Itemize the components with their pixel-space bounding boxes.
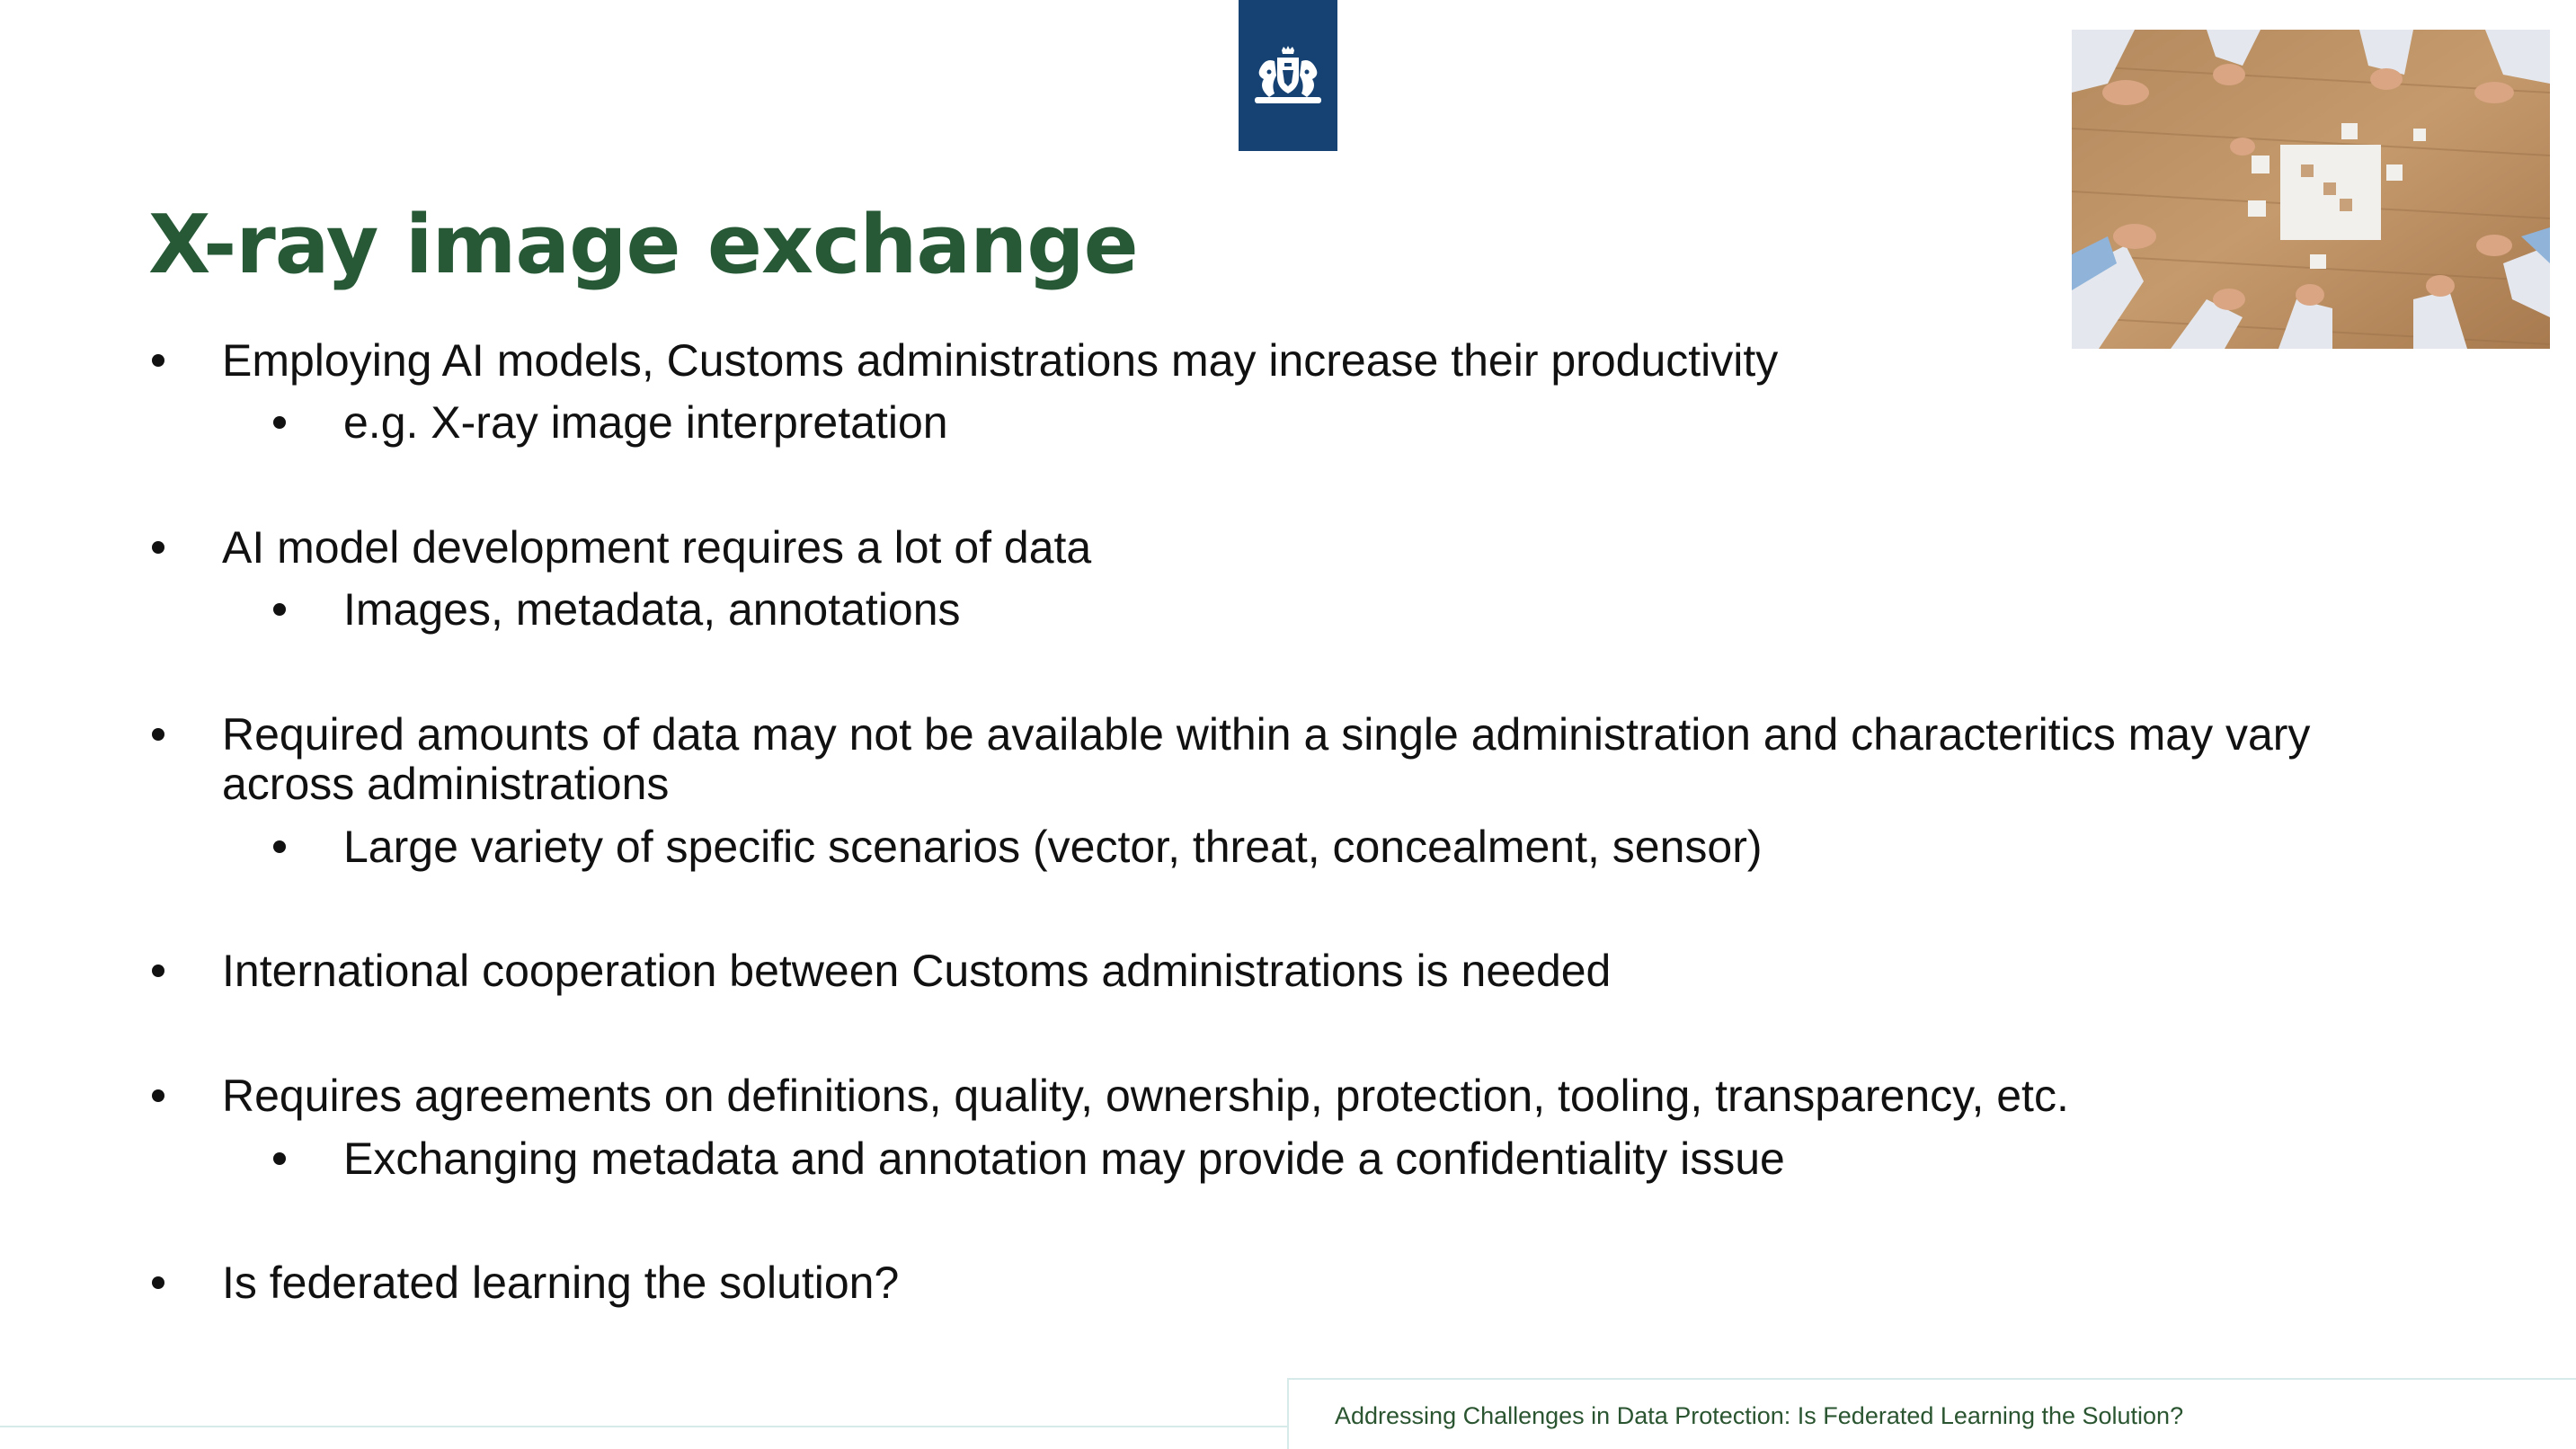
bullet-item: Employing AI models, Customs administrations may increase their productivity: [222, 335, 1779, 386]
bullet-item: Requires agreements on definitions, quality, ownership, protection, tooling, transparency, etc.: [222, 1071, 2069, 1121]
bullet-dot: [152, 728, 164, 741]
sub-bullet-item: Large variety of specific scenarios (vector, threat, concealment, sensor): [343, 822, 1763, 872]
bullet-dot: [152, 1089, 164, 1102]
bullet-item: International cooperation between Customs administrations is needed: [222, 946, 1612, 996]
sub-bullet-item: Images, metadata, annotations: [343, 584, 961, 635]
bullet-dot: [152, 541, 164, 554]
bullet-item: Is federated learning the solution?: [222, 1258, 900, 1308]
bullet-dot: [152, 965, 164, 977]
government-logo: [1239, 0, 1337, 151]
sub-bullet-dot: [273, 1152, 286, 1165]
sub-bullet-item: e.g. X-ray image interpretation: [343, 397, 948, 448]
bullet-dot: [152, 354, 164, 367]
sub-bullet-item: Exchanging metadata and annotation may provide a confidentiality issue: [343, 1133, 1785, 1184]
footer-rule: [0, 1426, 1287, 1427]
sub-bullet-dot: [273, 416, 286, 429]
bullet-dot: [152, 1276, 164, 1289]
bullet-item: AI model development requires a lot of data: [222, 522, 1092, 573]
sub-bullet-dot: [273, 840, 286, 853]
slide-title: X-ray image exchange: [148, 198, 1138, 292]
coat-of-arms-icon: [1249, 45, 1327, 108]
bullet-item: Required amounts of data may not be available within a single administration and characteritics may vary: [222, 709, 2311, 760]
bullet-item-continued: across administrations: [222, 759, 670, 809]
footer-text: Addressing Challenges in Data Protection: Is Federated Learning the Solution?: [1335, 1402, 2184, 1429]
sub-bullet-dot: [273, 603, 286, 616]
puzzle-team-photo: [2072, 30, 2550, 349]
